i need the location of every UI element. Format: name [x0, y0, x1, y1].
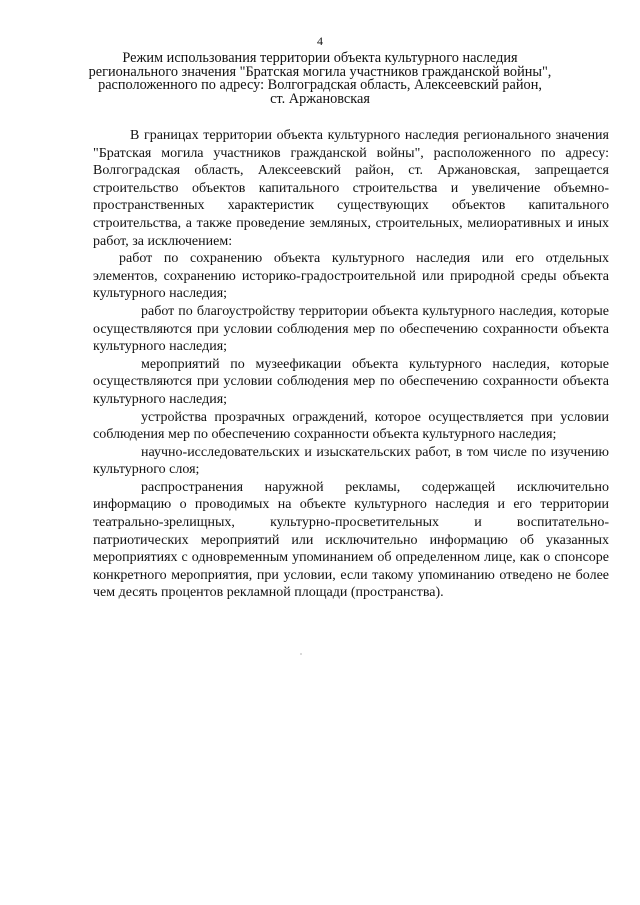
exception-item: устройства прозрачных ограждений, которое осуществляется при условии соблюдения мер по обеспечению сохранности объекта культурного наследия;: [93, 409, 609, 443]
intro-paragraph: В границах территории объекта культурного наследия регионального значения "Братская могила участников гражданской войны", расположенного по адресу: Волгоградская область, Алексеевский район, ст. Аржановская, запрещается строительство объектов капитального строительства и увеличение объемно-пространственных характеристик существующих объектов капитального строительства, а также проведение земляных, строительных, мелиоративных и иных работ, за исключением:: [93, 128, 609, 249]
title-line: Режим использования территории объекта культурного наследия: [122, 50, 518, 66]
exception-item: распространения наружной рекламы, содержащей исключительно информацию о проводимых на объекте культурного наследия и его территории театрально-зрелищных, культурно-просветительных и воспитательно-патриотических мероприятий или исключительно информацию об указанных мероприятиях с одновременным упоминанием об определенном лице, как о спонсоре конкретного мероприятия, при условии, если такому упоминанию отведено не более чем десять процентов рекламной площади (пространства).: [93, 479, 609, 601]
exception-item: работ по сохранению объекта культурного наследия или его отдельных элементов, сохранению историко-градостроительной или природной среды объекта культурного наследия;: [93, 251, 609, 302]
document-title: [80, 52, 560, 106]
title-line: регионального значения "Братская могила участников гражданской войны",: [88, 63, 552, 80]
exception-item: мероприятий по музеефикации объекта культурного наследия, которые осуществляются при условии соблюдения мер по обеспечению сохранности объекта культурного наследия;: [93, 356, 609, 407]
document-body: [93, 127, 609, 602]
scan-speck: [300, 653, 302, 655]
title-line: расположенного по адресу: Волгоградская область, Алексеевский район,: [98, 77, 542, 93]
exception-item: работ по благоустройству территории объекта культурного наследия, которые осуществляются при условии соблюдения мер по обеспечению сохранности объекта культурного наследия;: [93, 303, 609, 355]
page-number: 4: [317, 34, 323, 48]
title-line: ст. Аржановская: [270, 90, 370, 107]
exception-item: научно-исследовательских и изыскательских работ, в том числе по изучению культурного слоя;: [93, 444, 609, 478]
